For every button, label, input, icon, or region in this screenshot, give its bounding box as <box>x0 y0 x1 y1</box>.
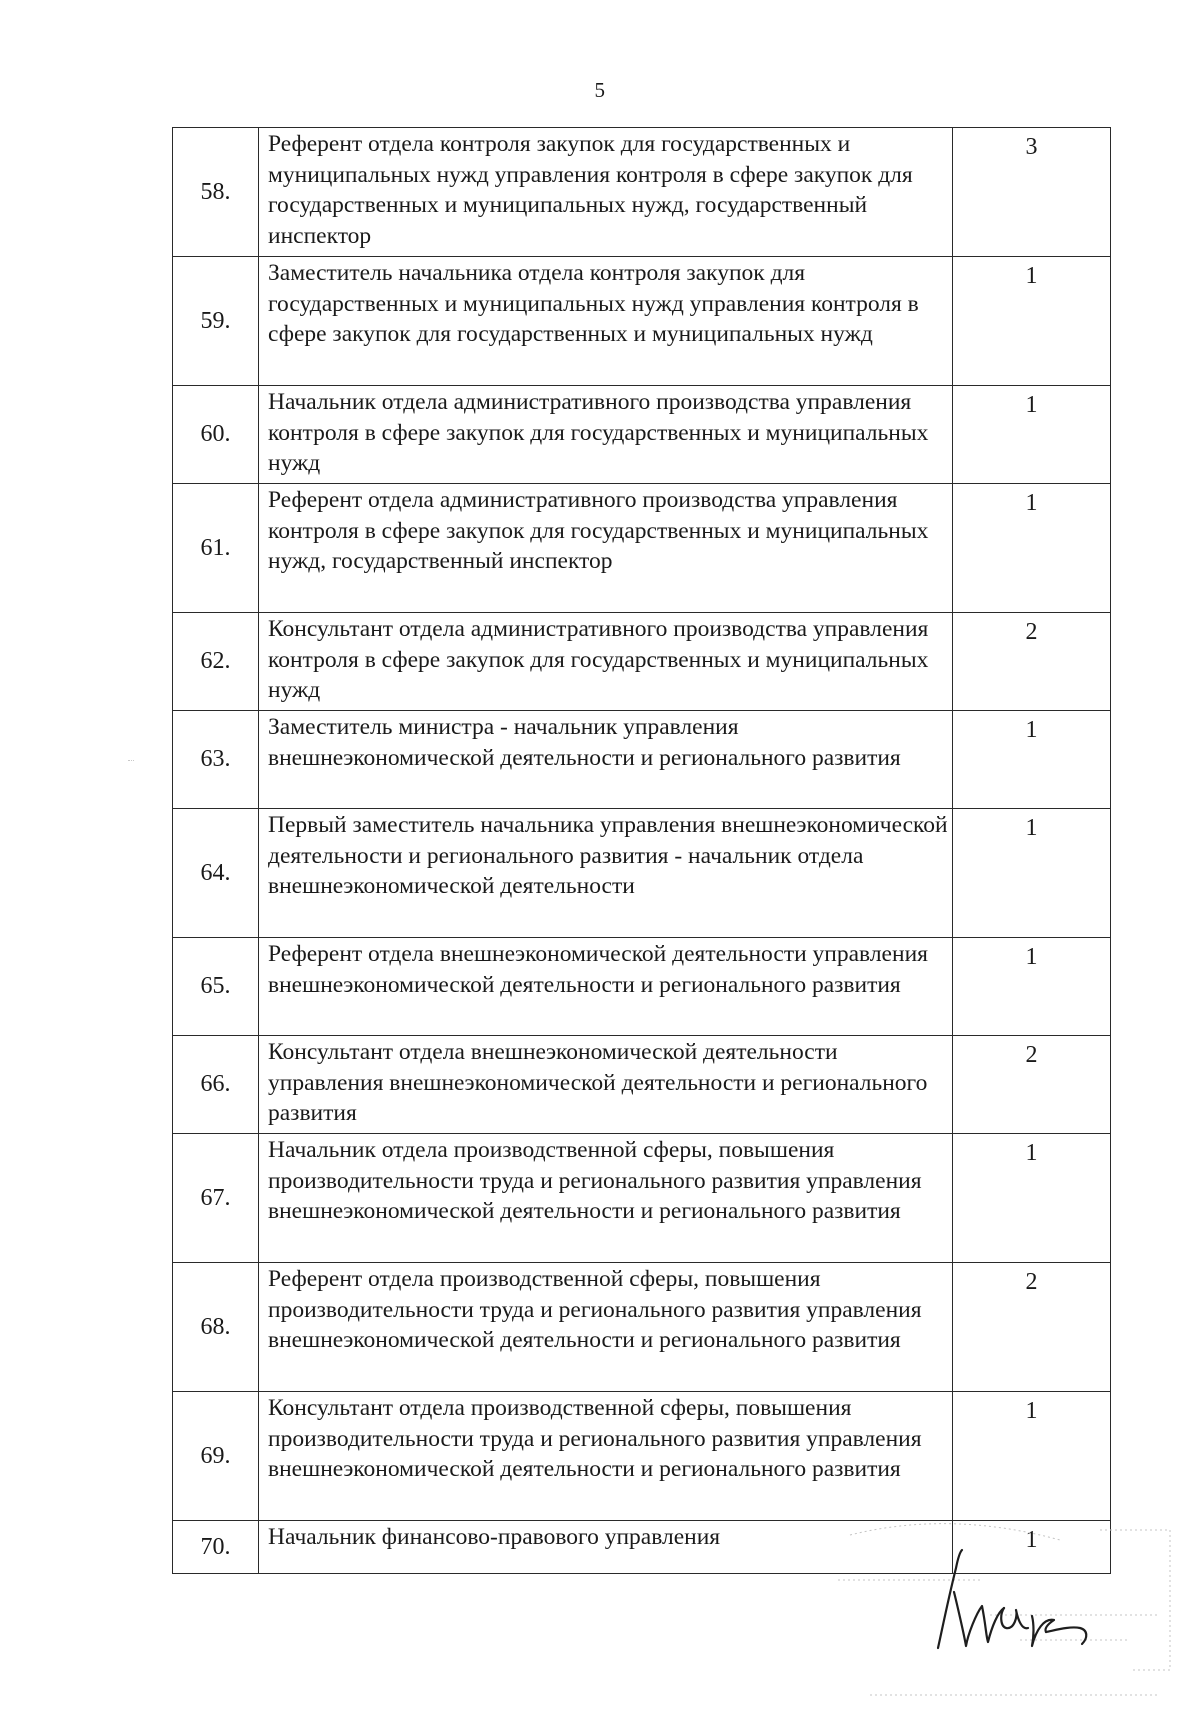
row-number: 60. <box>173 386 259 484</box>
table-row <box>173 1263 1111 1392</box>
table-row <box>173 1392 1111 1521</box>
table-row <box>173 386 1111 484</box>
table-row <box>173 938 1111 1036</box>
position-count: 3 <box>953 128 1111 257</box>
position-title: Референт отдела контроля закупок для государственных и муниципальных нужд управления контроля в сфере закупок для государственных и муниципальных нужд, государственный инспектор <box>259 128 953 257</box>
position-count: 2 <box>953 613 1111 711</box>
signature-icon <box>920 1530 1120 1660</box>
table-row <box>173 484 1111 613</box>
table-row <box>173 128 1111 257</box>
position-title: Начальник отдела производственной сферы, повышения производительности труда и регионального развития управления внешнеэкономической деятельности и регионального развития <box>259 1134 953 1263</box>
position-title: Референт отдела административного производства управления контроля в сфере закупок для государственных и муниципальных нужд, государственный инспектор <box>259 484 953 613</box>
row-number: 62. <box>173 613 259 711</box>
row-number: 59. <box>173 257 259 386</box>
position-title: Заместитель министра - начальник управления внешнеэкономической деятельности и регионального развития <box>259 711 953 809</box>
scan-artifact <box>128 760 134 765</box>
page-number: 5 <box>594 78 606 102</box>
position-count: 2 <box>953 1036 1111 1134</box>
row-number: 70. <box>173 1521 259 1574</box>
position-count: 1 <box>953 711 1111 809</box>
position-title: Референт отдела внешнеэкономической деятельности управления внешнеэкономической деятельности и регионального развития <box>259 938 953 1036</box>
table-row <box>173 613 1111 711</box>
table-row <box>173 809 1111 938</box>
row-number: 69. <box>173 1392 259 1521</box>
row-number: 58. <box>173 128 259 257</box>
positions-table <box>172 127 1111 1574</box>
position-count: 1 <box>953 809 1111 938</box>
position-title: Консультант отдела внешнеэкономической деятельности управления внешнеэкономической деятельности и регионального развития <box>259 1036 953 1134</box>
row-number: 68. <box>173 1263 259 1392</box>
position-title: Консультант отдела административного производства управления контроля в сфере закупок для государственных и муниципальных нужд <box>259 613 953 711</box>
position-title: Начальник отдела административного производства управления контроля в сфере закупок для государственных и муниципальных нужд <box>259 386 953 484</box>
position-count: 1 <box>953 484 1111 613</box>
position-count: 1 <box>953 1134 1111 1263</box>
position-title: Консультант отдела производственной сферы, повышения производительности труда и регионального развития управления внешнеэкономической деятельности и регионального развития <box>259 1392 953 1521</box>
position-title: Первый заместитель начальника управления внешнеэкономической деятельности и регионального развития - начальник отдела внешнеэкономической деятельности <box>259 809 953 938</box>
position-title: Начальник финансово-правового управления <box>259 1521 953 1574</box>
row-number: 63. <box>173 711 259 809</box>
position-count: 2 <box>953 1263 1111 1392</box>
position-count: 1 <box>953 386 1111 484</box>
table-row <box>173 257 1111 386</box>
position-count: 1 <box>953 1392 1111 1521</box>
row-number: 66. <box>173 1036 259 1134</box>
position-count: 1 <box>953 938 1111 1036</box>
table-row <box>173 1134 1111 1263</box>
position-count: 1 <box>953 1521 1111 1574</box>
position-count: 1 <box>953 257 1111 386</box>
position-title: Референт отдела производственной сферы, повышения производительности труда и регионального развития управления внешнеэкономической деятельности и регионального развития <box>259 1263 953 1392</box>
table-row <box>173 1036 1111 1134</box>
row-number: 67. <box>173 1134 259 1263</box>
row-number: 65. <box>173 938 259 1036</box>
row-number: 61. <box>173 484 259 613</box>
row-number: 64. <box>173 809 259 938</box>
table-row <box>173 711 1111 809</box>
position-title: Заместитель начальника отдела контроля закупок для государственных и муниципальных нужд управления контроля в сфере закупок для государственных и муниципальных нужд <box>259 257 953 386</box>
